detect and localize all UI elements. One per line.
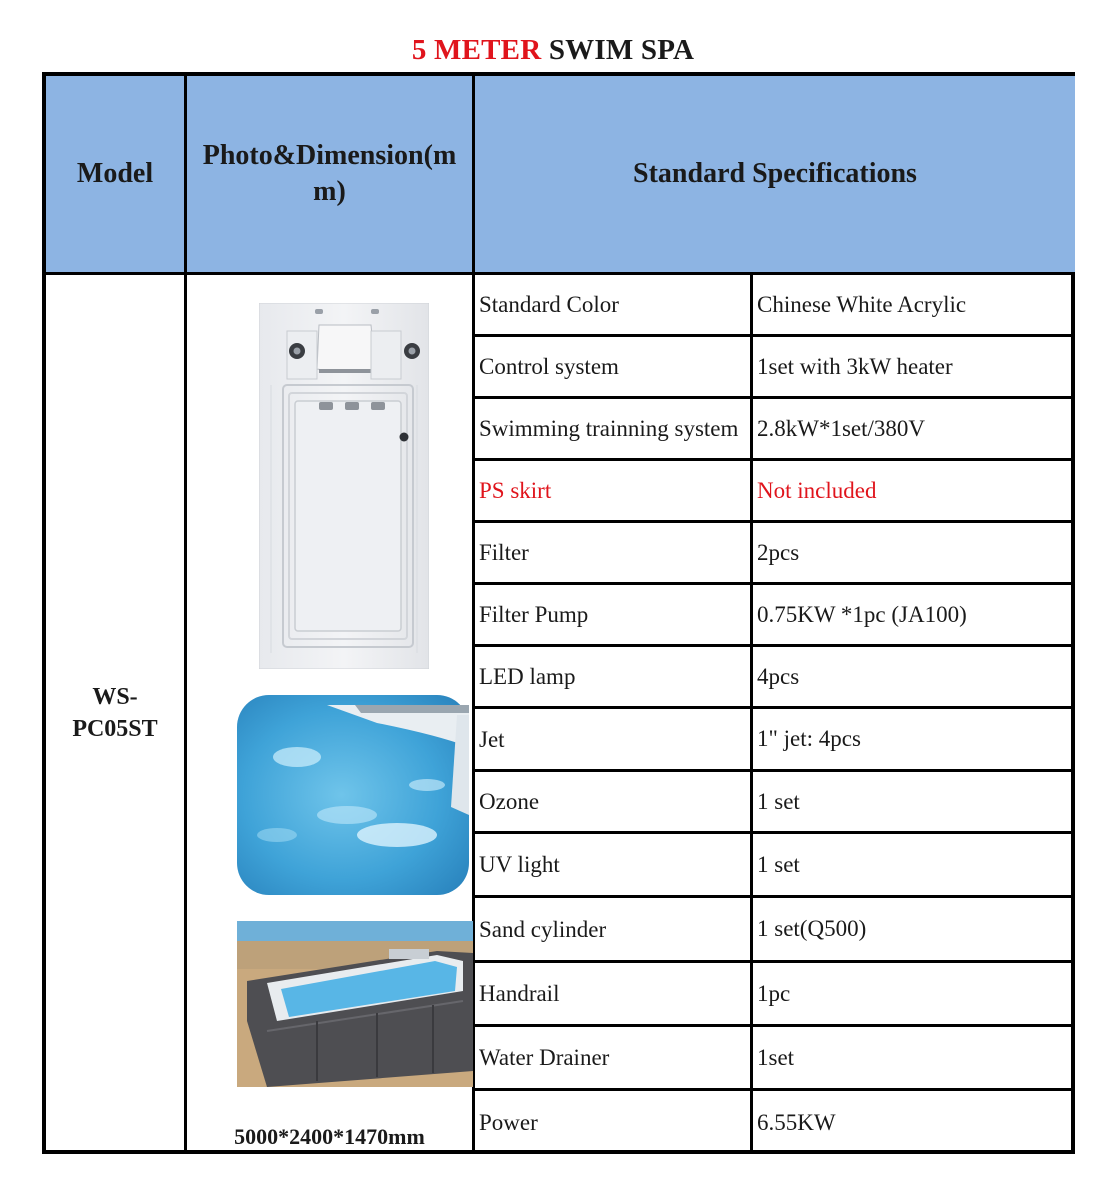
spec-value: 1 set [757,788,800,814]
header-specs-label: Standard Specifications [633,158,917,189]
spec-row [475,337,1075,399]
spec-label: PS skirt [475,461,753,520]
title-highlight: 5 METER [411,34,542,66]
spec-row [475,461,1075,523]
header-specs [475,76,1075,272]
header-model [46,76,187,272]
spec-label: Filter [475,523,753,582]
spec-row [475,275,1075,337]
deck-installation-photo [237,921,473,1087]
spec-value: 4pcs [757,663,800,689]
spec-label: Power [475,1091,753,1154]
spec-row [475,709,1075,772]
water-jets-photo [237,695,469,895]
spec-value: 2pcs [757,539,800,565]
spec-value: Chinese White Acrylic [757,291,967,317]
page-title [0,34,1106,67]
spec-label: Filter Pump [475,585,753,644]
spec-row [475,963,1075,1027]
spec-value: 0.75KW *1pc (JA100) [757,601,967,627]
spec-label: Ozone [475,772,753,831]
spec-value: 1 set [757,851,800,877]
spec-label: Handrail [475,963,753,1024]
spec-value: 6.55KW [757,1109,836,1135]
spec-row [475,523,1075,585]
spec-row [475,1091,1075,1154]
top-view-photo [259,303,429,669]
spec-row [475,399,1075,461]
spec-label: Water Drainer [475,1027,753,1088]
spec-label: Jet [475,709,753,769]
spec-row [475,898,1075,963]
title-rest: SWIM SPA [548,34,695,66]
spec-row [475,772,1075,834]
spec-row [475,1027,1075,1091]
photo-column [187,275,475,1154]
spec-value: 1 set(Q500) [757,916,867,941]
header-model-label: Model [76,158,154,189]
header-photo-label: Photo&Dimension(mm) [202,140,457,207]
model-name-line2: PC05ST [72,716,158,742]
spec-sheet-table [42,72,1075,1154]
model-name-line1: WS- [92,684,138,710]
spec-table [475,275,1075,1154]
model-name [46,681,184,745]
spec-value: Not included [757,477,877,503]
spec-value: 1set [757,1044,795,1070]
spec-value: 1set with 3kW heater [757,353,953,379]
spec-value: 1pc [757,980,791,1006]
model-column [46,275,187,1154]
spec-label: UV light [475,834,753,895]
spec-row [475,585,1075,647]
spec-label: Standard Color [475,275,753,334]
spec-label: LED lamp [475,647,753,706]
spec-row [475,834,1075,898]
spec-row [475,647,1075,709]
spec-label: Swimming trainning system [475,399,753,458]
spec-label: Control system [475,337,753,396]
spec-label: Sand cylinder [475,898,753,960]
spec-value: 2.8kW*1set/380V [757,415,926,441]
spec-value: 1" jet: 4pcs [757,726,861,751]
dimension-label: 5000*2400*1470mm [234,1124,425,1149]
header-photo [187,76,475,272]
